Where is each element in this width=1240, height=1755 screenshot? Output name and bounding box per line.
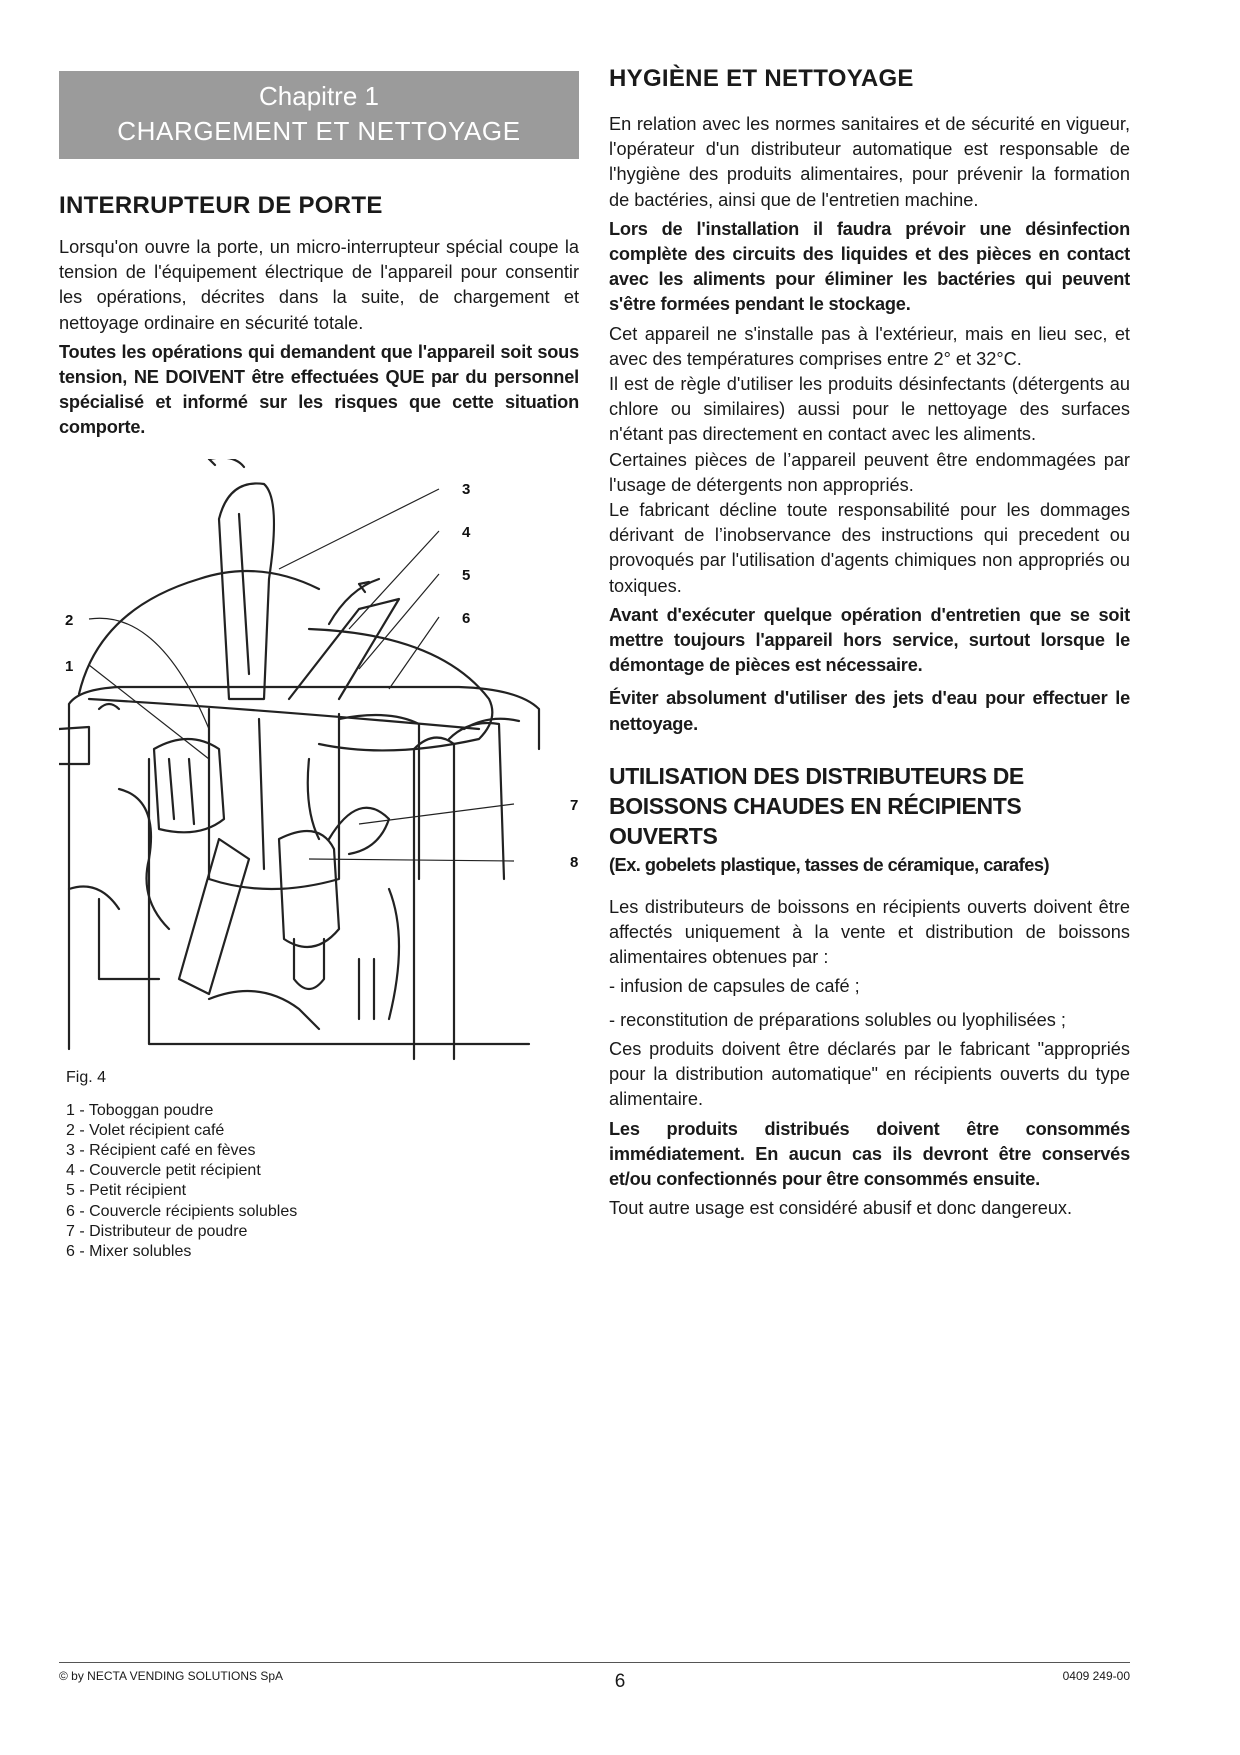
machine-illustration — [59, 459, 579, 1069]
callout-4: 4 — [462, 523, 471, 541]
section-heading-hygiene: HYGIÈNE ET NETTOYAGE — [609, 65, 914, 92]
section-subheading-hot-drinks: (Ex. gobelets plastique, tasses de céramique, carafes) — [609, 854, 1050, 875]
footer-document-code: 0409 249-00 — [1062, 1669, 1130, 1683]
paragraph-door-switch-warning: Toutes les opérations qui demandent que l'appareil soit sous tension, NE DOIVENT être effectuées QUE par du personnel spécialisé et informé sur les risques que cette situation comporte. — [59, 341, 579, 438]
paragraph-product-declaration: Ces produits doivent être déclarés par le fabricant "appropriés pour la distribution automatique" en récipients ouverts du type alimentaire. — [609, 1038, 1130, 1110]
callout-2: 2 — [65, 611, 74, 629]
paragraph-immediate-consumption: Les produits distribués doivent être consommés immédiatement. En aucun cas ils devront être conservés et/ou confectionnés pour être consommés ensuite. — [609, 1118, 1130, 1189]
paragraph-hot-drinks-intro: Les distributeurs de boissons en récipients ouverts doivent être affectés uniquement à la vente et distribution de boissons alimentaires obtenues par : — [609, 896, 1130, 968]
callout-5: 5 — [462, 566, 471, 584]
right-column — [609, 64, 1130, 1221]
section-heading-hot-drinks: UTILISATION DES DISTRIBUTEURS DE BOISSONS CHAUDES EN RÉCIPIENTS OUVERTS — [609, 762, 1024, 849]
paragraph-installation-location: Cet appareil ne s'installe pas à l'extérieur, mais en lieu sec, et avec des températures comprises entre 2° et 32°C. — [609, 323, 1130, 369]
callout-8: 8 — [570, 853, 579, 871]
callout-7: 7 — [570, 796, 579, 814]
legend-item: 4 - Couvercle petit récipient — [66, 1162, 261, 1180]
paragraph-installation-disinfection: Lors de l'installation il faudra prévoir une désinfection complète des circuits des liquides et des pièces en contact avec les aliments pour éliminer les bactéries qui peuvent s'être formées pendant le stockage. — [609, 218, 1130, 315]
page-number: 6 — [614, 1671, 626, 1692]
chapter-banner — [59, 71, 579, 159]
figure-caption: Fig. 4 — [66, 1068, 107, 1086]
legend-item: 1 - Toboggan poudre — [66, 1101, 214, 1119]
list-item-coffee-capsules: - infusion de capsules de café ; — [609, 976, 860, 997]
paragraph-other-use: Tout autre usage est considéré abusif et donc dangereux. — [609, 1198, 1073, 1219]
legend-item: 7 - Distributeur de poudre — [66, 1222, 248, 1240]
callout-3: 3 — [462, 480, 471, 498]
section-heading-door-switch: INTERRUPTEUR DE PORTE — [59, 192, 383, 219]
paragraph-disinfectants: Il est de règle d'utiliser les produits désinfectants (détergents au chlore ou similaires) aussi pour le nettoyage des surfaces n'étant pas directement en contact avec les aliments. — [609, 374, 1130, 445]
callout-6: 6 — [462, 609, 471, 627]
left-column — [59, 71, 579, 1262]
paragraph-door-switch: Lorsqu'on ouvre la porte, un micro-interrupteur spécial coupe la tension de l'équipement électrique de l'appareil pour consentir les opérations, décrites dans la suite, de chargement et nettoyage ordinaire en sécurité totale. — [59, 237, 579, 333]
legend-item: 3 - Récipient café en fèves — [66, 1142, 256, 1160]
legend-item: 6 - Mixer solubles — [66, 1243, 192, 1261]
legend-item: 2 - Volet récipient café — [66, 1121, 225, 1139]
figure-legend — [66, 1101, 579, 1263]
paragraph-water-jets-warning: Éviter absolument d'utiliser des jets d'eau pour effectuer le nettoyage. — [609, 688, 1130, 734]
paragraph-liability: Le fabricant décline toute responsabilité pour les dommages dérivant de l’inobservance des instructions qui precedent ou provoqués par l'utilisation d'agents chimiques non appropriés ou toxiques. — [609, 500, 1130, 596]
legend-item: 6 - Couvercle récipients solubles — [66, 1202, 298, 1220]
paragraph-detergent-damage: Certaines pièces de l’appareil peuvent être endommagées par l'usage de détergents non appropriés. — [609, 449, 1130, 495]
footer-copyright: © by NECTA VENDING SOLUTIONS SpA — [59, 1669, 284, 1683]
paragraph-maintenance-warning: Avant d'exécuter quelque opération d'entretien que se soit mettre toujours l'appareil hors service, surtout lorsque le démontage de pièces est nécessaire. — [609, 604, 1130, 676]
paragraph-hygiene-intro: En relation avec les normes sanitaires et de sécurité en vigueur, l'opérateur d'un distributeur automatique est responsable de l'hygiène des produits alimentaires, pour prévenir la formation de bactéries, ainsi que de l'entretien machine. — [609, 114, 1130, 210]
list-item-soluble-preparations: - reconstitution de préparations solubles ou lyophilisées ; — [609, 1009, 1066, 1030]
chapter-title: CHARGEMENT ET NETTOYAGE — [117, 116, 521, 146]
callout-1: 1 — [65, 657, 74, 675]
legend-item: 5 - Petit récipient — [66, 1182, 187, 1200]
chapter-number: Chapitre 1 — [259, 81, 379, 111]
footer-divider — [59, 1662, 1130, 1663]
